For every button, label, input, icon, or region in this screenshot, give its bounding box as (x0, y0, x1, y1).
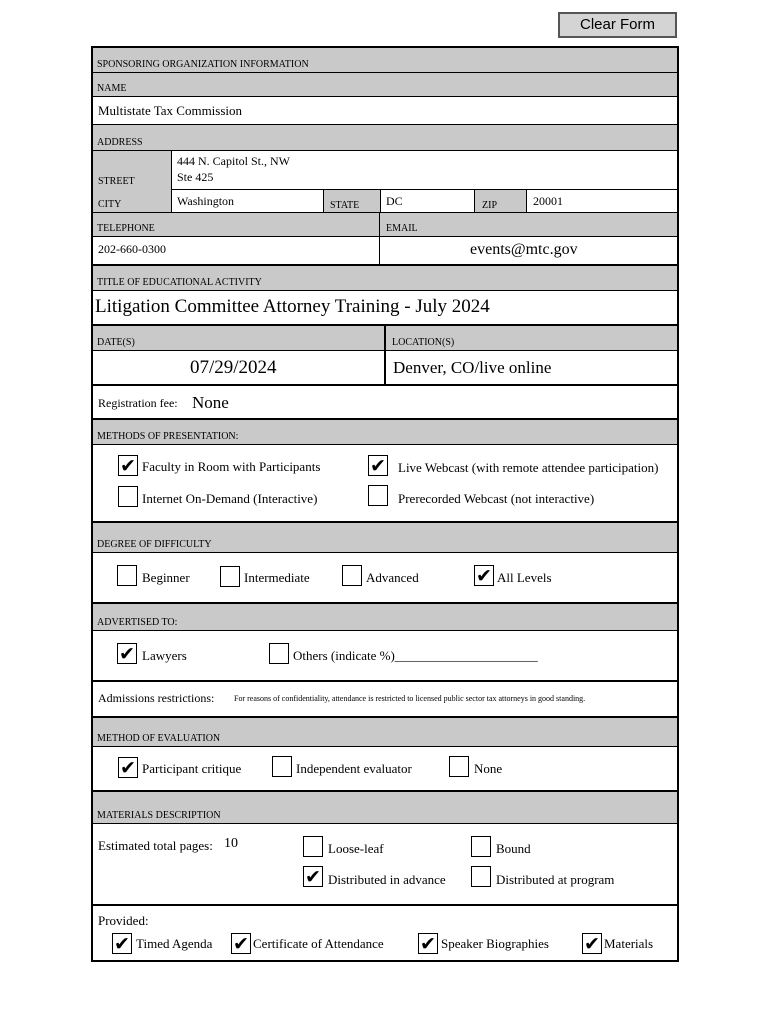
loose-leaf-checkbox[interactable] (303, 836, 323, 857)
agenda-checkbox[interactable]: ✔ (112, 933, 132, 954)
certificate-label: Certificate of Attendance (253, 936, 384, 951)
independent-evaluator-label: Independent evaluator (296, 761, 412, 776)
none-label: None (474, 761, 503, 776)
in-advance-checkbox[interactable]: ✔ (303, 866, 323, 887)
beginner-checkbox[interactable] (117, 565, 137, 586)
all-levels-label: All Levels (497, 570, 552, 585)
internet-label: Internet On-Demand (Interactive) (142, 491, 318, 506)
state-label: STATE (330, 200, 360, 211)
state-field[interactable]: DC (386, 194, 403, 208)
internet-checkbox[interactable] (118, 486, 138, 507)
live-webcast-checkbox[interactable]: ✔ (368, 455, 388, 476)
advanced-checkbox[interactable] (342, 565, 362, 586)
participant-critique-checkbox[interactable]: ✔ (118, 757, 138, 778)
none-checkbox[interactable] (449, 756, 469, 777)
section-sponsoring-org: SPONSORING ORGANIZATION INFORMATION (91, 46, 679, 72)
bios-checkbox[interactable]: ✔ (418, 933, 438, 954)
activity-title-field[interactable]: Litigation Committee Attorney Training - July 2024 (95, 296, 490, 317)
admissions-label: Admissions restrictions: (98, 691, 215, 705)
pages-field[interactable]: 10 (224, 836, 238, 851)
pages-label: Estimated total pages: (98, 838, 213, 853)
intermediate-label: Intermediate (244, 570, 310, 585)
street-line1-field[interactable]: 444 N. Capitol St., NW (177, 154, 290, 168)
section-materials: MATERIALS DESCRIPTION (91, 790, 679, 823)
agenda-label: Timed Agenda (136, 936, 213, 951)
live-webcast-label: Live Webcast (with remote attendee participation) (398, 460, 659, 475)
section-difficulty: DEGREE OF DIFFICULTY (91, 521, 679, 552)
fee-field[interactable]: None (192, 393, 229, 412)
others-checkbox[interactable] (269, 643, 289, 664)
clear-form-button[interactable]: Clear Form (558, 12, 677, 38)
all-levels-checkbox[interactable]: ✔ (474, 565, 494, 586)
org-name-field[interactable]: Multistate Tax Commission (98, 103, 243, 118)
in-advance-label: Distributed in advance (328, 872, 446, 887)
location-label: LOCATION(S) (392, 337, 455, 348)
name-label-row: NAME (91, 72, 679, 96)
address-label-row: ADDRESS (91, 124, 679, 150)
at-program-checkbox[interactable] (471, 866, 491, 887)
zip-label: ZIP (482, 200, 497, 211)
faculty-label: Faculty in Room with Participants (142, 459, 321, 474)
admissions-field[interactable]: For reasons of confidentiality, attendance is restricted to licensed public sector tax attorneys in good standing. (234, 694, 586, 703)
independent-evaluator-checkbox[interactable] (272, 756, 292, 777)
title-label-row: TITLE OF EDUCATIONAL ACTIVITY (91, 264, 679, 290)
advanced-label: Advanced (366, 570, 419, 585)
date-location-label-row: DATE(S) (91, 324, 679, 350)
bios-label: Speaker Biographies (441, 936, 549, 951)
phone-email-label-row: TELEPHONE (91, 212, 679, 236)
telephone-field[interactable]: 202-660-0300 (98, 242, 166, 256)
street-label: STREET (98, 176, 135, 187)
city-field[interactable]: Washington (177, 194, 235, 208)
faculty-checkbox[interactable]: ✔ (118, 455, 138, 476)
dates-field[interactable]: 07/29/2024 (190, 357, 277, 378)
certificate-checkbox[interactable]: ✔ (231, 933, 251, 954)
section-advertised: ADVERTISED TO: (91, 602, 679, 630)
city-label: CITY (98, 199, 122, 210)
intermediate-checkbox[interactable] (220, 566, 240, 587)
bound-checkbox[interactable] (471, 836, 491, 857)
location-field[interactable]: Denver, CO/live online (393, 358, 552, 377)
fee-label: Registration fee: (98, 396, 178, 410)
zip-field[interactable]: 20001 (533, 194, 563, 208)
prerecorded-label: Prerecorded Webcast (not interactive) (398, 491, 595, 506)
section-methods: METHODS OF PRESENTATION: (91, 418, 679, 444)
materials-checkbox[interactable]: ✔ (582, 933, 602, 954)
others-label: Others (indicate %)______________________ (293, 648, 538, 663)
section-evaluation: METHOD OF EVALUATION (91, 716, 679, 746)
lawyers-label: Lawyers (142, 648, 187, 663)
materials-label: Materials (604, 936, 654, 951)
provided-label: Provided: (98, 913, 149, 928)
email-field[interactable]: events@mtc.gov (470, 241, 578, 258)
bound-label: Bound (496, 841, 531, 856)
participant-critique-label: Participant critique (142, 761, 242, 776)
street-line2-field[interactable]: Ste 425 (177, 170, 214, 184)
beginner-label: Beginner (142, 570, 190, 585)
lawyers-checkbox[interactable]: ✔ (117, 643, 137, 664)
loose-leaf-label: Loose-leaf (328, 841, 384, 856)
at-program-label: Distributed at program (496, 872, 615, 887)
email-label: EMAIL (386, 223, 418, 234)
prerecorded-checkbox[interactable] (368, 485, 388, 506)
